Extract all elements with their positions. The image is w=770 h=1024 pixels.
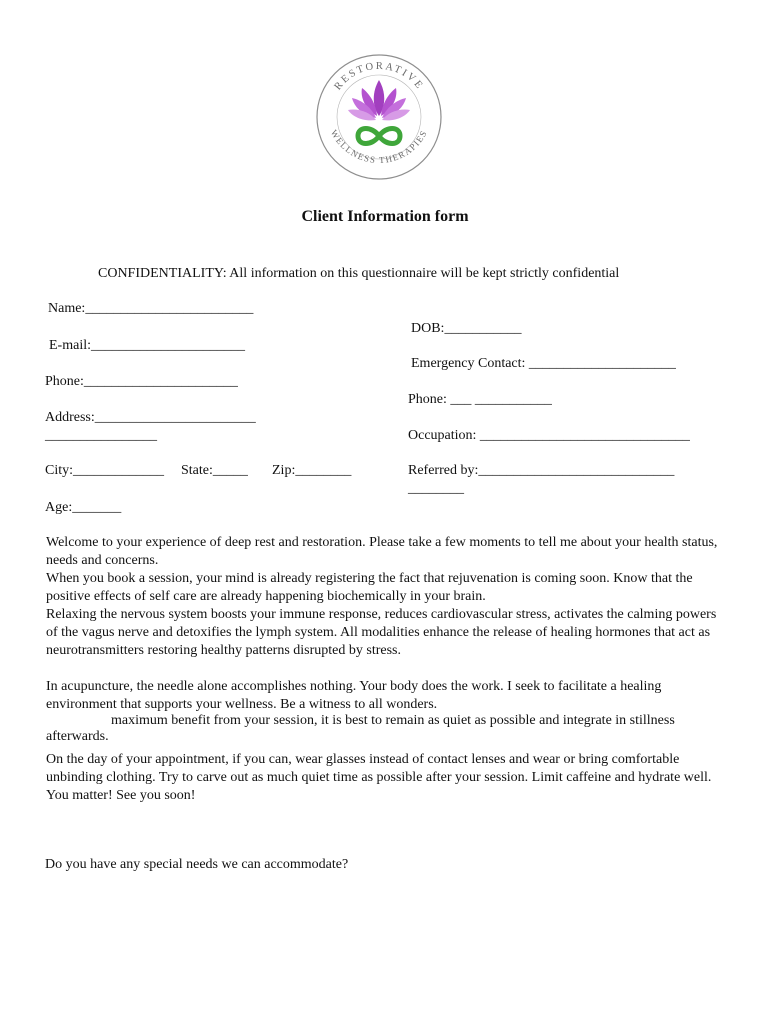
nervous-system-paragraph: Relaxing the nervous system boosts your immune response, reduces cardiovascular stress, activates the calming powers of the vagus nerve and detoxifies the lymph system. All modalities enhance the release of healing hormones that act as neurotransmitters restoring healthy patterns disrupted by stress.	[46, 607, 717, 658]
lotus-logo-icon	[314, 50, 444, 185]
logo-bottom-text: WELLNESS THERAPIES	[328, 128, 430, 166]
special-needs-question: Do you have any special needs we can accommodate?	[45, 857, 349, 872]
age-field[interactable]: Age:_______	[45, 500, 122, 515]
state-field[interactable]: State:_____	[181, 463, 248, 478]
address-line2-field[interactable]: ________________	[45, 428, 157, 443]
referred-by-line2-field[interactable]: ________	[408, 481, 464, 496]
welcome-paragraph: Welcome to your experience of deep rest and restoration. Please take a few moments to tell me about your health status, needs and concerns.	[46, 535, 718, 568]
email-field[interactable]: E-mail:______________________	[49, 338, 245, 353]
afterwards-line: afterwards.	[46, 729, 109, 744]
phone-field[interactable]: Phone:______________________	[45, 374, 238, 389]
phone-right-field[interactable]: Phone: ___ ___________	[408, 392, 552, 407]
lotus-icon	[348, 80, 410, 120]
address-field[interactable]: Address:_______________________	[45, 410, 256, 425]
form-title: Client Information form	[301, 208, 469, 225]
appointment-text-block	[46, 751, 726, 805]
confidentiality-notice: CONFIDENTIALITY: All information on this questionnaire will be kept strictly confidential	[98, 266, 620, 281]
acupuncture-paragraph: In acupuncture, the needle alone accomplishes nothing. Your body does the work. I seek to facilitate a healing environment that supports your wellness. Be a witness to all wonders.	[46, 679, 662, 712]
zip-field[interactable]: Zip:________	[272, 463, 352, 478]
logo-top-text: RESTORATIVE	[332, 60, 426, 93]
emergency-contact-field[interactable]: Emergency Contact: _____________________	[411, 356, 676, 371]
name-field[interactable]: Name:________________________	[48, 301, 254, 316]
referred-by-field[interactable]: Referred by:____________________________	[408, 463, 675, 478]
restorative-wellness-logo	[314, 50, 444, 185]
infinity-icon	[358, 129, 400, 144]
appointment-paragraph: On the day of your appointment, if you can, wear glasses instead of contact lenses and wear or bring comfortable unbinding clothing. Try to carve out as much quiet time as possible after your session. Limit caffeine and hydrate well.	[46, 752, 712, 785]
occupation-field[interactable]: Occupation: ______________________________	[408, 428, 690, 443]
you-matter-line: You matter! See you soon!	[46, 788, 196, 803]
city-field[interactable]: City:_____________	[45, 463, 165, 478]
booking-paragraph: When you book a session, your mind is already registering the fact that rejuvenation is coming soon. Know that the positive effects of self care are already happening biochemically in your brain.	[46, 571, 693, 604]
welcome-text-block	[46, 534, 726, 660]
benefit-line: maximum benefit from your session, it is best to remain as quiet as possible and integrate in stillness	[111, 713, 675, 728]
dob-field[interactable]: DOB:___________	[411, 321, 522, 336]
